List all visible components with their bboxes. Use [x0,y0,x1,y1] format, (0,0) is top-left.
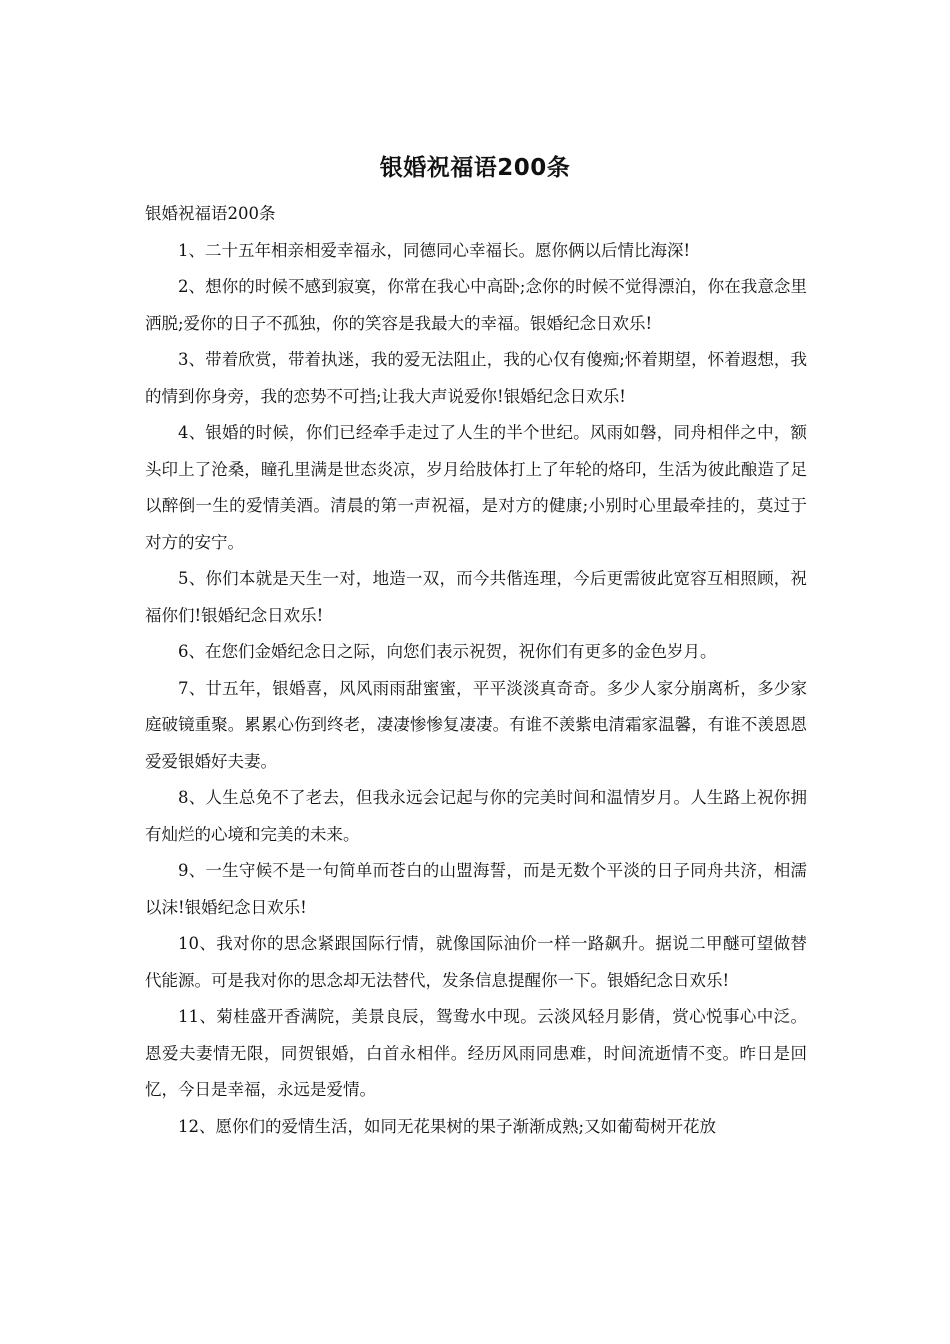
document-title: 银婚祝福语200条 [379,155,571,181]
paragraph-4: 4、银婚的时候，你们已经牵手走过了人生的半个世纪。风雨如磐，同舟相伴之中，额头印上了沧桑，瞳孔里满是世态炎凉，岁月给肢体打上了年轮的烙印，生活为彼此酿造了足以醉倒一生的爱情美酒。清晨的第一声祝福，是对方的健康;小别时心里最牵挂的，莫过于对方的安宁。 [145,423,807,552]
paragraph-7: 7、廿五年，银婚喜，风风雨雨甜蜜蜜，平平淡淡真奇奇。多少人家分崩离析，多少家庭破镜重聚。累累心伤到终老，凄凄惨惨复凄凄。有谁不羡紫电清霜家温馨，有谁不羡恩恩爱爱银婚好夫妻。 [145,678,807,771]
paragraph-11: 11、菊桂盛开香满院，美景良辰，鸳鸯水中现。云淡风轻月影倩，赏心悦事心中泛。恩爱夫妻情无限，同贺银婚，白首永相伴。经历风雨同患难，时间流逝情不变。昨日是回忆，今日是幸福，永远是爱情。 [145,1007,807,1099]
document-subtitle: 银婚祝福语200条 [145,204,276,223]
paragraph-9: 9、一生守候不是一句简单而苍白的山盟海誓，而是无数个平淡的日子同舟共济，相濡以沫!银婚纪念日欢乐! [145,861,807,917]
paragraph-1: 1、二十五年相亲相爱幸福永，同德同心幸福长。愿你俩以后情比海深! [178,240,691,260]
paragraph-3: 3、带着欣赏，带着执迷，我的爱无法阻止，我的心仅有傻痴;怀着期望，怀着遐想，我的情到你身旁，我的恋势不可挡;让我大声说爱你!银婚纪念日欢乐! [145,350,807,406]
paragraph-12: 12、愿你们的爱情生活，如同无花果树的果子渐渐成熟;又如葡萄树开花放 [178,1116,717,1136]
paragraph-8: 8、人生总免不了老去，但我永远会记起与你的完美时间和温情岁月。人生路上祝你拥有灿烂的心境和完美的未来。 [145,788,807,844]
paragraph-10: 10、我对你的思念紧跟国际行情，就像国际油价一样一路飙升。据说二甲醚可望做替代能源。可是我对你的思念却无法替代，发条信息提醒你一下。银婚纪念日欢乐! [145,934,807,990]
paragraph-6: 6、在您们金婚纪念日之际，向您们表示祝贺，祝你们有更多的金色岁月。 [178,642,717,661]
paragraph-2: 2、想你的时候不感到寂寞，你常在我心中高卧;念你的时候不觉得漂泊，你在我意念里洒脱;爱你的日子不孤独，你的笑容是我最大的幸福。银婚纪念日欢乐! [145,277,807,333]
document-body [145,196,807,1145]
paragraph-5: 5、你们本就是天生一对，地造一双，而今共偕连理，今后更需彼此宽容互相照顾，祝福你们!银婚纪念日欢乐! [145,569,807,625]
